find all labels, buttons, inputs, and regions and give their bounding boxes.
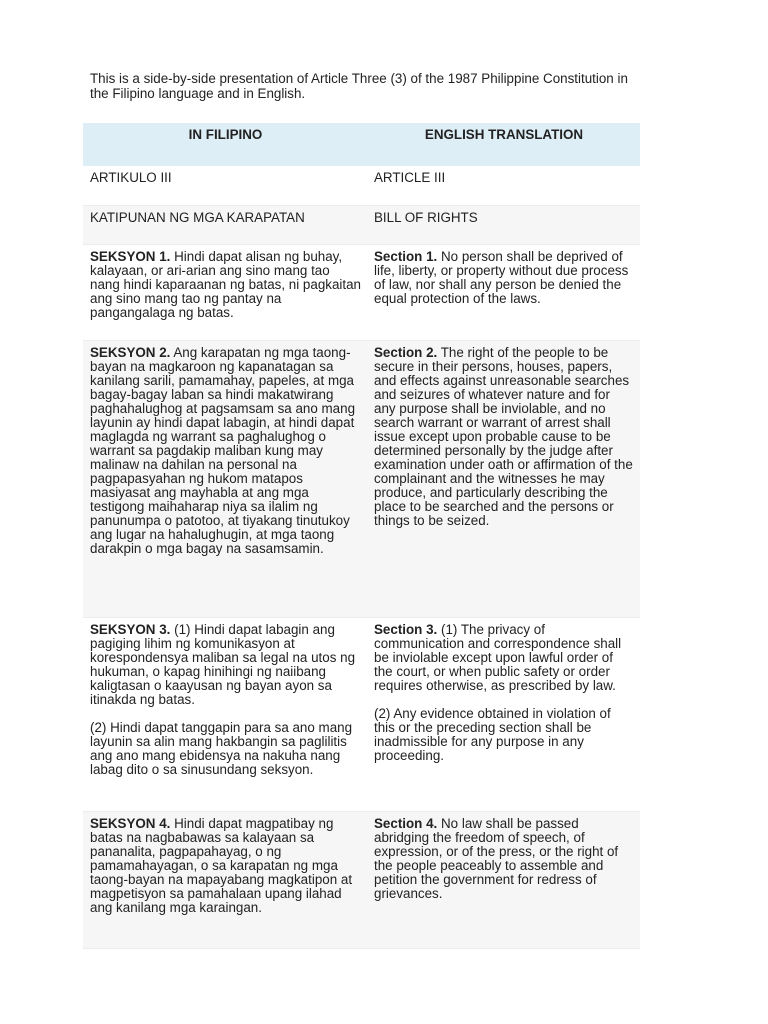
cell-section-4-eng	[367, 811, 640, 948]
section-4-eng-label: Section 4.	[374, 815, 438, 831]
section-2-fil-label: SEKSYON 2.	[90, 344, 171, 360]
table-header-row	[83, 123, 640, 166]
section-2-eng-label: Section 2.	[374, 344, 438, 360]
section-1-eng-label: Section 1.	[374, 248, 438, 264]
section-4-fil-text: Hindi dapat magpatibay ng batas na nagbabawas sa kalayaan sa pananalita, pagpapahayag, o ng pamamahayagan, o sa karapatan ng mga taong-bayan na mapayabang magkatipon at magpetisyon sa pamahalaan upang ilahad ang kanilang mga karaingan.	[90, 815, 353, 915]
section-3-fil-text-2: (2) Hindi dapat tanggapin para sa ano mang layunin sa alin mang hakbangin sa paglilitis ang ano mang ebidensya na nakuha nang labag dito o sa sinusundang seksyon.	[90, 719, 353, 777]
table-row-section-4	[83, 811, 640, 948]
table-row-section-2	[83, 340, 640, 617]
cell-bill-fil: KATIPUNAN NG MGA KARAPATAN	[83, 205, 367, 244]
section-2-eng-text: The right of the people to be secure in their persons, houses, papers, and effects against unreasonable searches and seizures of whatever nature and for any purpose shall be inviolable, and no search warrant or warrant of arrest shall issue except upon probable cause to be determined personally by the judge after examination under oath or affirmation of the complainant and the witnesses he may produce, and particularly describing the place to be searched and the persons or things to be seized.	[374, 344, 633, 528]
section-4-fil-label: SEKSYON 4.	[90, 815, 171, 831]
section-3-eng-label: Section 3.	[374, 621, 438, 637]
table-row-article	[83, 166, 640, 205]
cell-article-fil: ARTIKULO III	[83, 166, 367, 205]
section-1-fil-text: Hindi dapat alisan ng buhay, kalayaan, or ari-arian ang sino mang tao nang hindi kaparaanan ng batas, ni pagkaitan ang sino mang tao ng pantay na pangangalaga ng batas.	[90, 248, 362, 320]
table-row-section-1	[83, 244, 640, 340]
section-2-fil-text: Ang karapatan ng mga taong-bayan na magkaroon ng kapanatagan sa kanilang sarili, pamamahay, papeles, at mga bagay-bagay laban sa hindi makatwirang paghahalughog at pagsamsam sa ano mang layunin ay hindi dapat labagin, at hindi dapat maglagda ng warrant sa paghalughog o warrant sa pagdakip maliban kung may malinaw na dahilan na personal na pagpapasyahan ng hukom matapos masiyasat ang mayhabla at ang mga testigong maihaharap niya sa ilalim ng panunumpa o patotoo, at tiyakang tinutukoy ang lugar na hahalughugin, at mga taong darakpin o mga bagay na sasamsamin.	[90, 344, 356, 556]
section-3-fil-text: (1) Hindi dapat labagin ang pagiging lihim ng komunikasyon at korespondensya maliban sa legal na utos ng hukuman, o kapag hinihingi ng naiibang kaligtasan o kaayusan ng bayan ayon sa itinakda ng batas.	[90, 621, 356, 707]
cell-section-3-fil	[83, 617, 367, 811]
cell-article-eng: ARTICLE III	[367, 166, 640, 205]
section-1-eng-text: No person shall be deprived of life, liberty, or property without due process of law, nor shall any person be denied the equal protection of the laws.	[374, 248, 629, 306]
table-row-section-3	[83, 617, 640, 811]
comparison-table	[83, 123, 640, 949]
section-3-fil-label: SEKSYON 3.	[90, 621, 171, 637]
cell-section-1-fil	[83, 244, 367, 340]
intro-paragraph: This is a side-by-side presentation of Article Three (3) of the 1987 Philippine Constitution in the Filipino language and in English.	[90, 71, 628, 101]
cell-section-4-fil	[83, 811, 367, 948]
header-english: ENGLISH TRANSLATION	[367, 123, 640, 166]
section-3-eng-text: (1) The privacy of communication and correspondence shall be inviolable except upon lawful order of the court, or when public safety or order requires otherwise, as prescribed by law.	[374, 621, 622, 693]
cell-section-3-eng	[367, 617, 640, 811]
cell-section-2-fil	[83, 340, 367, 617]
header-filipino: IN FILIPINO	[83, 123, 367, 166]
cell-section-1-eng	[367, 244, 640, 340]
cell-bill-eng: BILL OF RIGHTS	[367, 205, 640, 244]
section-1-fil-label: SEKSYON 1.	[90, 248, 171, 264]
table-row-bill	[83, 205, 640, 244]
section-4-eng-text: No law shall be passed abridging the freedom of speech, of expression, or of the press, or the right of the people peaceably to assemble and petition the government for redress of grievances.	[374, 815, 619, 901]
cell-section-2-eng	[367, 340, 640, 617]
section-3-eng-text-2: (2) Any evidence obtained in violation of this or the preceding section shall be inadmissible for any purpose in any proceeding.	[374, 705, 611, 763]
